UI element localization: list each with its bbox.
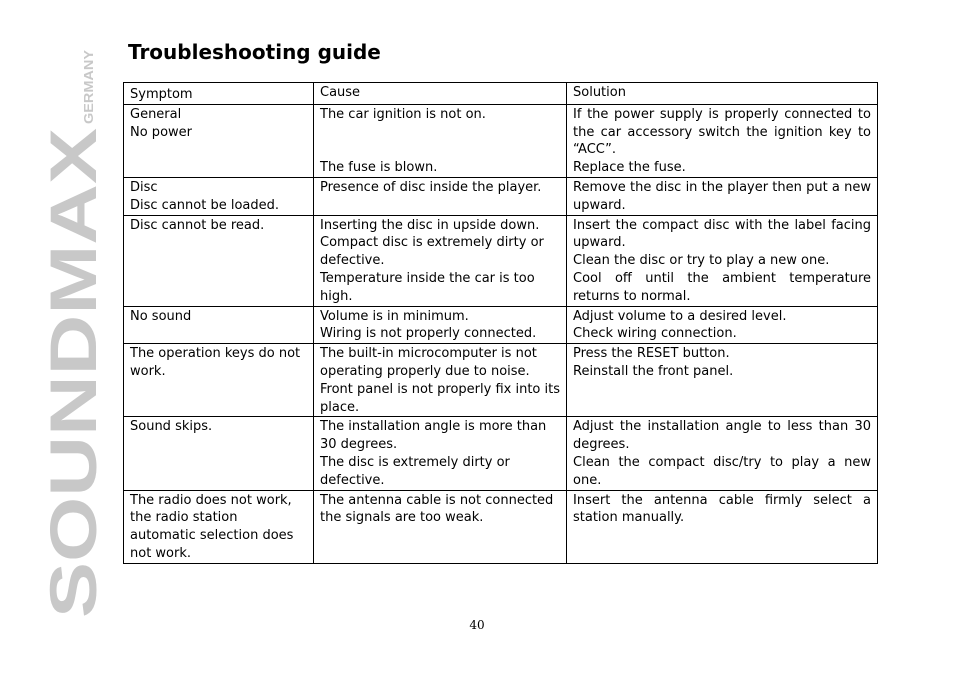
- cause-cell: [314, 344, 567, 417]
- cell-line: Temperature inside the car is too high.: [320, 270, 539, 304]
- cell-line: The radio does not work, the radio station automatic selection does not work.: [130, 492, 298, 561]
- cell-line: Sound skips.: [130, 419, 213, 435]
- table-row: [124, 417, 878, 490]
- cell-line: The installation angle is more than 30 degrees.: [320, 419, 551, 453]
- table-row: [124, 306, 878, 344]
- brand-tagline: GERMANY: [81, 57, 96, 124]
- cell-line: General: [130, 106, 182, 122]
- cell-line: Remove the disc in the player then put a new upward.: [573, 179, 876, 213]
- page-title: Troubleshooting guide: [128, 40, 381, 64]
- cell-line: Disc cannot be loaded.: [130, 197, 279, 213]
- cell-line: Adjust volume to a desired level.: [573, 308, 787, 324]
- cause-cell: [314, 104, 567, 177]
- cell-line: Disc cannot be read.: [130, 217, 265, 233]
- cell-line: The built-in microcomputer is not operating properly due to noise.: [320, 346, 542, 379]
- cause-cell: [314, 490, 567, 563]
- solution-cell: [567, 344, 878, 417]
- cell-line: The disc is extremely dirty or defective.: [320, 454, 515, 488]
- cell-line: Adjust the installation angle to less than 30 degrees.: [573, 419, 876, 453]
- cell-line: Disc: [130, 179, 158, 195]
- symptom-cell: [124, 490, 314, 563]
- table-row: [124, 490, 878, 563]
- table-row: [124, 104, 878, 177]
- cell-line: Check wiring connection.: [573, 326, 737, 342]
- cell-line: Clean the compact disc/try to play a new one.: [573, 454, 876, 488]
- cell-line: Inserting the disc in upside down.: [320, 217, 540, 233]
- cell-line: Volume is in minimum.: [320, 308, 469, 324]
- solution-cell: [567, 490, 878, 563]
- header-solution: Solution: [567, 83, 878, 105]
- cell-line: Front panel is not properly fix into its place.: [320, 381, 565, 415]
- cell-line: Replace the fuse.: [573, 160, 686, 176]
- cell-line: The fuse is blown.: [320, 160, 438, 176]
- header-symptom: Symptom: [124, 83, 314, 105]
- table-row: [124, 215, 878, 306]
- cell-line: The operation keys do not work.: [130, 346, 305, 379]
- troubleshooting-table: [123, 82, 878, 564]
- cell-line: Reinstall the front panel.: [573, 363, 734, 379]
- cell-line: Presence of disc inside the player.: [320, 179, 542, 195]
- cell-line: The antenna cable is not connected the signals are too weak.: [320, 492, 558, 526]
- cell-line: Wiring is not properly connected.: [320, 326, 537, 342]
- solution-cell: [567, 215, 878, 306]
- symptom-cell: [124, 104, 314, 177]
- cause-cell: [314, 417, 567, 490]
- cell-line: Insert the compact disc with the label facing upward.: [573, 217, 876, 251]
- cell-line: [320, 141, 560, 159]
- cell-line: If the power supply is properly connected to the car accessory switch the ignition key to “ACC”.: [573, 106, 876, 158]
- cell-line: Press the RESET button.: [573, 346, 730, 362]
- cell-line: The car ignition is not on.: [320, 106, 486, 122]
- brand-logo: [0, 0, 110, 675]
- page-number: 40: [469, 618, 485, 632]
- table-row: [124, 177, 878, 215]
- symptom-cell: [124, 344, 314, 417]
- cell-line: Compact disc is extremely dirty or defective.: [320, 235, 549, 269]
- cause-cell: [314, 177, 567, 215]
- symptom-cell: [124, 215, 314, 306]
- symptom-cell: [124, 417, 314, 490]
- solution-cell: [567, 177, 878, 215]
- symptom-cell: [124, 306, 314, 344]
- cell-line: Cool off until the ambient temperature returns to normal.: [573, 270, 876, 304]
- cell-line: Insert the antenna cable firmly select a station manually.: [573, 492, 876, 526]
- solution-cell: [567, 417, 878, 490]
- cause-cell: [314, 306, 567, 344]
- solution-cell: [567, 306, 878, 344]
- brand-name: SOUNDMAX: [36, 232, 110, 618]
- symptom-cell: [124, 177, 314, 215]
- table-header-row: [124, 83, 878, 105]
- table-row: [124, 344, 878, 417]
- cell-line: No sound: [130, 308, 192, 324]
- cell-line: [320, 124, 560, 142]
- cell-line: No power: [130, 124, 192, 140]
- cell-line: Clean the disc or try to play a new one.: [573, 253, 830, 269]
- brand-watermark: [0, 0, 110, 675]
- header-cause: Cause: [314, 83, 567, 105]
- solution-cell: [567, 104, 878, 177]
- cause-cell: [314, 215, 567, 306]
